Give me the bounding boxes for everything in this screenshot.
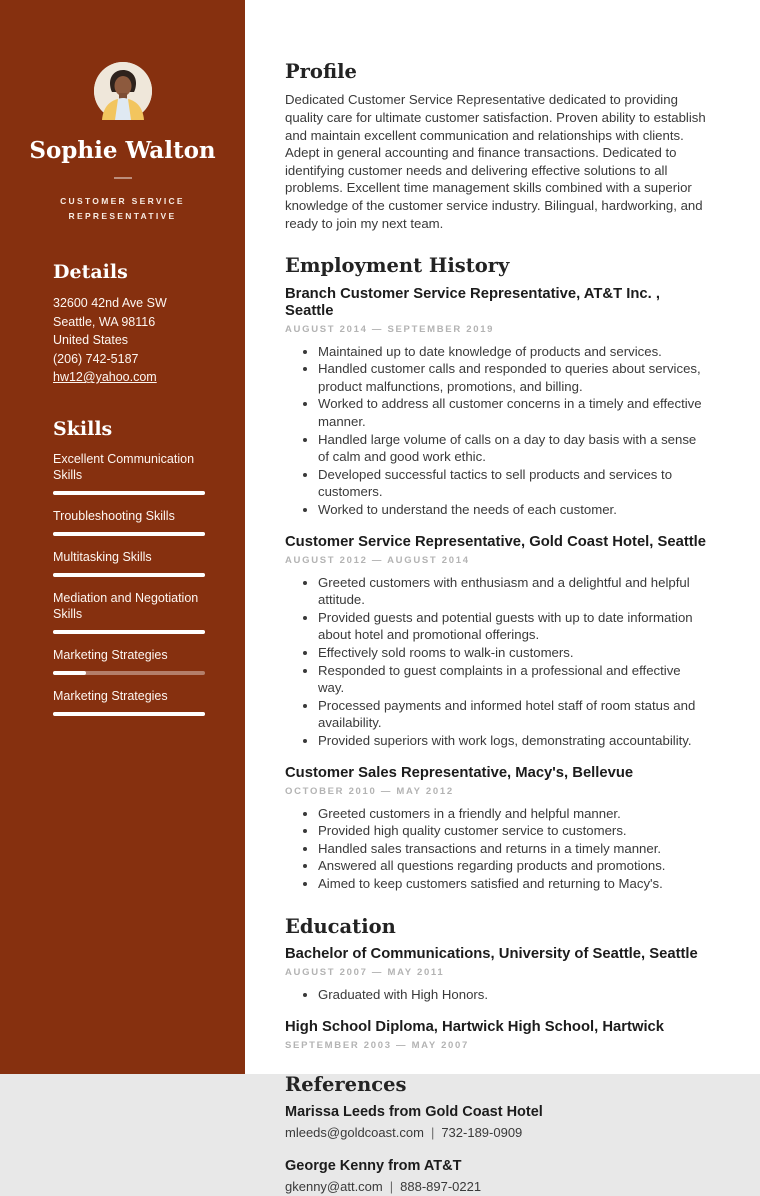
entry-bullet: • Greeted customers in a friendly and helpful manner. <box>318 805 710 823</box>
entry-bullet: • Handled sales transactions and returns in a timely manner. <box>318 840 710 858</box>
skill-bar-fill <box>53 712 205 716</box>
entry-bullet: • Worked to address all customer concerns in a timely and effective manner. <box>318 395 710 430</box>
reference-entry <box>285 1104 710 1142</box>
person-avatar-image <box>94 62 152 120</box>
entry-bullet: • Graduated with High Honors. <box>318 986 710 1004</box>
employment-heading: Employment History <box>285 254 510 278</box>
reference-entry <box>285 1158 710 1196</box>
entry-bullet: • Developed successful tactics to sell products and services to customers. <box>318 466 710 501</box>
profile-photo <box>94 62 152 120</box>
entry-dates: SEPTEMBER 2003 — MAY 2007 <box>285 1039 470 1051</box>
entry-bullet: • Provided high quality customer service to customers. <box>318 822 710 840</box>
education-heading: Education <box>285 914 396 938</box>
skill-bar-fill <box>53 573 205 577</box>
entry-dates: AUGUST 2007 — MAY 2011 <box>285 966 445 978</box>
skill-bar <box>53 630 205 634</box>
skill-bar <box>53 712 205 716</box>
entry-title: Branch Customer Service Representative, AT&T Inc. , Seattle <box>285 285 660 319</box>
skill-label: Marketing Strategies <box>53 688 168 703</box>
entry-bullet: • Worked to understand the needs of each customer. <box>318 501 710 519</box>
entry-title: Customer Sales Representative, Macy's, Bellevue <box>285 764 634 781</box>
entry-bullet: • Responded to guest complaints in a professional and effective way. <box>318 662 710 697</box>
reference-contact <box>285 1125 710 1142</box>
skill-bar <box>53 491 205 495</box>
reference-separator: | <box>389 1178 394 1194</box>
skill-label: Mediation and Negotiation Skills <box>53 590 199 621</box>
skill-item <box>53 647 205 675</box>
entry-bullet: • Answered all questions regarding products and promotions. <box>318 857 710 875</box>
entry-title: Customer Service Representative, Gold Coast Hotel, Seattle <box>285 533 707 550</box>
sidebar <box>0 0 245 1074</box>
details-section <box>0 261 245 387</box>
employment-entries <box>285 286 710 893</box>
reference-name: George Kenny from AT&T <box>285 1157 462 1174</box>
reference-email: gkenny@att.com <box>285 1178 383 1194</box>
employment-section <box>285 255 710 892</box>
main-content <box>245 0 760 1194</box>
entry-title: High School Diploma, Hartwick High School, Hartwick <box>285 1018 665 1035</box>
entry-bullet-list <box>285 343 710 519</box>
entry-title: Bachelor of Communications, University of Seattle, Seattle <box>285 945 698 962</box>
references-heading: References <box>285 1072 407 1096</box>
education-section <box>285 916 710 1051</box>
entry-bullet-list <box>285 805 710 893</box>
profile-heading: Profile <box>285 60 357 83</box>
skill-item <box>53 549 205 577</box>
candidate-name: Sophie Walton <box>29 137 216 164</box>
reference-email: mleeds@goldcoast.com <box>285 1125 424 1141</box>
contact-detail-line: (206) 742-5187 <box>53 351 139 366</box>
entry-bullet: • Effectively sold rooms to walk-in customers. <box>318 644 710 662</box>
entry-dates: AUGUST 2014 — SEPTEMBER 2019 <box>285 323 495 335</box>
details-heading: Details <box>53 261 128 284</box>
entry-bullet: • Aimed to keep customers satisfied and returning to Macy's. <box>318 875 710 893</box>
entry-bullet: • Maintained up to date knowledge of products and services. <box>318 343 710 361</box>
entry-dates: AUGUST 2012 — AUGUST 2014 <box>285 554 470 566</box>
profile-section <box>285 61 710 232</box>
entry-dates: OCTOBER 2010 — MAY 2012 <box>285 785 454 797</box>
skill-bar <box>53 671 205 675</box>
skill-label: Excellent Communication Skills <box>53 451 195 482</box>
skill-label: Troubleshooting Skills <box>53 508 175 523</box>
contact-detail-line: United States <box>53 333 129 348</box>
skill-bar <box>53 532 205 536</box>
skill-bar-fill <box>53 532 205 536</box>
reference-phone: 888-897-0221 <box>400 1178 482 1194</box>
contact-detail-line: 32600 42nd Ave SW <box>53 296 167 311</box>
references-section <box>285 1074 710 1196</box>
entry-bullet: • Greeted customers with enthusiasm and a delightful and helpful attitude. <box>318 574 710 609</box>
resume-entry <box>285 1019 710 1051</box>
contact-detail-line: Seattle, WA 98116 <box>53 314 156 329</box>
skill-item <box>53 508 205 536</box>
skills-list <box>53 451 205 716</box>
entry-bullet: • Handled customer calls and responded to queries about services, product malfunctions, promotions, and billing. <box>318 360 710 395</box>
education-entries <box>285 946 710 1051</box>
entry-bullet-list <box>285 986 710 1004</box>
name-divider <box>114 177 132 179</box>
entry-bullet: • Handled large volume of calls on a day to day basis with a sense of calm and good work ethic. <box>318 431 710 466</box>
reference-name: Marissa Leeds from Gold Coast Hotel <box>285 1104 543 1121</box>
entry-bullet: • Provided superiors with work logs, demonstrating accountability. <box>318 732 710 750</box>
skill-bar <box>53 573 205 577</box>
profile-text: Dedicated Customer Service Representative dedicated to providing quality care for ultimate customer satisfaction. Proven ability to establish and maintain excellent communication and relationships with clients. Adept in general accounting and finance transactions. Dedicated to identifying customer needs and delivering effective solutions to all problems. Excellent time management skills combined with a superior knowledge of the customer service industry. Bilingual, hardworking, and ready to join my next team. <box>285 92 706 231</box>
skill-bar-fill <box>53 671 86 675</box>
resume-entry <box>285 765 710 893</box>
skill-item <box>53 688 205 716</box>
skill-label: Marketing Strategies <box>53 647 168 662</box>
reference-phone: 732-189-0909 <box>441 1125 523 1141</box>
resume-entry <box>285 946 710 1004</box>
email-link[interactable]: hw12@yahoo.com <box>53 370 157 385</box>
skill-label: Multitasking Skills <box>53 549 152 564</box>
skill-item <box>53 590 205 634</box>
resume-entry <box>285 534 710 750</box>
entry-bullet: • Provided guests and potential guests with up to date information about hotel and promotional offerings. <box>318 609 710 644</box>
reference-contact <box>285 1179 710 1196</box>
skill-bar-fill <box>53 491 205 495</box>
skill-item <box>53 451 205 495</box>
entry-bullet-list <box>285 574 710 750</box>
resume-entry <box>285 286 710 519</box>
reference-separator: | <box>430 1125 435 1141</box>
skills-heading: Skills <box>53 417 113 440</box>
contact-details <box>53 294 205 368</box>
candidate-title: CUSTOMER SERVICE REPRESENTATIVE <box>60 196 185 222</box>
skills-section <box>0 418 245 716</box>
skill-bar-fill <box>53 630 205 634</box>
entry-bullet: • Processed payments and informed hotel staff of room status and availability. <box>318 697 710 732</box>
reference-entries <box>285 1104 710 1196</box>
